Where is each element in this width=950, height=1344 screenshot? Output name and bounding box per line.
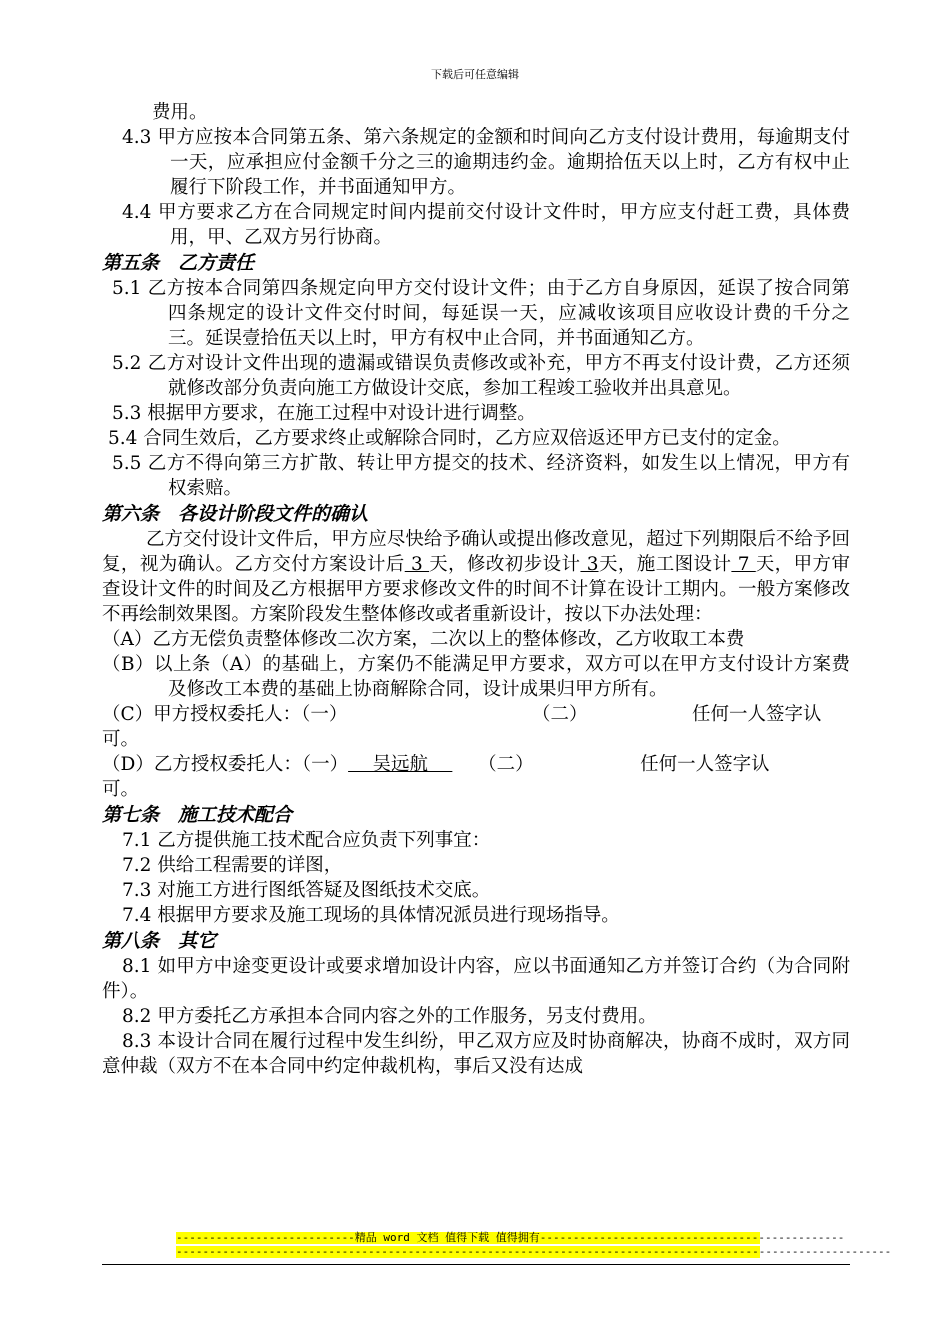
page-header: 下载后可任意编辑: [431, 68, 519, 81]
article-5-heading: 第五条 乙方责任: [102, 252, 255, 274]
article-8-heading: 第八条 其它: [102, 930, 217, 952]
clause-4-3: 4.3 甲方应按本合同第五条、第六条规定的金额和时间向乙方支付设计费用，每逾期支付一天，应承担应付金额千分之三的逾期违约金。逾期拾伍天以上时，乙方有权中止履行下阶段工作，并书面通知甲方。: [122, 127, 850, 198]
document-body: [102, 100, 850, 1079]
clause-7-4: 7.4 根据甲方要求及施工现场的具体情况派员进行现场指导。: [122, 905, 620, 926]
option-d-sign: 任何一人签字认: [640, 754, 770, 775]
paragraph-fee-end: 费用。: [152, 102, 208, 123]
option-c-sign: 任何一人签字认: [692, 704, 822, 725]
clause-5-5: 5.5 乙方不得向第三方扩散、转让甲方提交的技术、经济资料，如发生以上情况，甲方有权索赔。: [112, 453, 850, 499]
option-c-end: 可。: [102, 729, 140, 750]
option-b: （B）以上条（A）的基础上，方案仍不能满足甲方要求，双方可以在甲方支付设计方案费及修改工本费的基础上协商解除合同，设计成果归甲方所有。: [102, 654, 850, 700]
clause-8-3: 8.3 本设计合同在履行过程中发生纠纷，甲乙双方应及时协商解决，协商不成时，双方同意仲裁（双方不在本合同中约定仲裁机构，事后又没有达成: [102, 1031, 850, 1077]
clause-5-1: 5.1 乙方按本合同第四条规定向甲方交付设计文件；由于乙方自身原因，延误了按合同第四条规定的设计文件交付时间，每延误一天，应减收该项目应收设计费的千分之三。延误壹拾伍天以上时，甲方有权中止合同，并书面通知乙方。: [112, 278, 850, 349]
clause-7-2: 7.2 供给工程需要的详图，: [122, 855, 343, 876]
option-c-label: （C）甲方授权委托人：（一）: [102, 704, 348, 725]
clause-8-2: 8.2 甲方委托乙方承担本合同内容之外的工作服务，另支付费用。: [122, 1006, 657, 1027]
option-c-second: （二）: [532, 704, 588, 725]
clause-7-1: 7.1 乙方提供施工技术配合应负责下列事宜：: [122, 830, 491, 851]
option-c-row: [102, 702, 850, 727]
option-d-second: （二）: [478, 754, 534, 775]
construction-drawing-days-value: 7: [731, 554, 756, 575]
footer-rule: [102, 1264, 850, 1265]
article-7-heading: 第七条 施工技术配合: [102, 804, 293, 826]
footer-banner-line: ---------------------------精品 word 文档 值得下载 值得拥有----------------------------------------------: [176, 1231, 845, 1244]
option-d-end: 可。: [102, 779, 140, 800]
option-d-label: （D）乙方授权委托人：（一）: [102, 754, 349, 775]
footer-dash-line: ------------------------------------------------------------------------------------------------------------: [176, 1245, 892, 1258]
option-d-row: [102, 752, 850, 777]
authorized-person-name: 吴远航: [348, 754, 453, 775]
option-a: （A）乙方无偿负责整体修改二次方案，二次以上的整体修改，乙方收取工本费: [102, 629, 745, 650]
article-6-text-a: 乙方交付设计文件后，甲方应尽快给予确认或提出修改意见，超过下列期限后不给予回复，视为确认。乙方交付方案设计后: [102, 529, 850, 575]
article-6-text-d: 天，甲方审查设计文件的时间及乙方根据甲方要求修改文件的时间不计算在设计工期内。一般方案修改不再绘制效果图。方案阶段发生整体修改或者重新设计，按以下办法处理：: [102, 554, 850, 625]
clause-8-1: 8.1 如甲方中途变更设计或要求增加设计内容，应以书面通知乙方并签订合约（为合同附件）。: [102, 956, 850, 1002]
clause-5-2: 5.2 乙方对设计文件出现的遗漏或错误负责修改或补充，甲方不再支付设计费，乙方还须就修改部分负责向施工方做设计交底，参加工程竣工验收并出具意见。: [112, 353, 850, 399]
article-6-heading: 第六条 各设计阶段文件的确认: [102, 503, 369, 525]
clause-5-3: 5.3 根据甲方要求，在施工过程中对设计进行调整。: [112, 403, 536, 424]
clause-4-4: 4.4 甲方要求乙方在合同规定时间内提前交付设计文件时，甲方应支付赶工费，具体费用，甲、乙双方另行协商。: [122, 202, 850, 248]
article-6-text-b: 天，修改初步设计: [429, 554, 581, 575]
article-6-paragraph: [102, 527, 850, 627]
preliminary-days-value: 3: [580, 554, 599, 575]
clause-5-4: 5.4 合同生效后，乙方要求终止或解除合同时，乙方应双倍返还甲方已支付的定金。: [108, 428, 791, 449]
clause-7-3: 7.3 对施工方进行图纸答疑及图纸技术交底。: [122, 880, 491, 901]
scheme-days-value: 3: [404, 554, 430, 575]
article-6-text-c: 天，施工图设计: [598, 554, 732, 575]
